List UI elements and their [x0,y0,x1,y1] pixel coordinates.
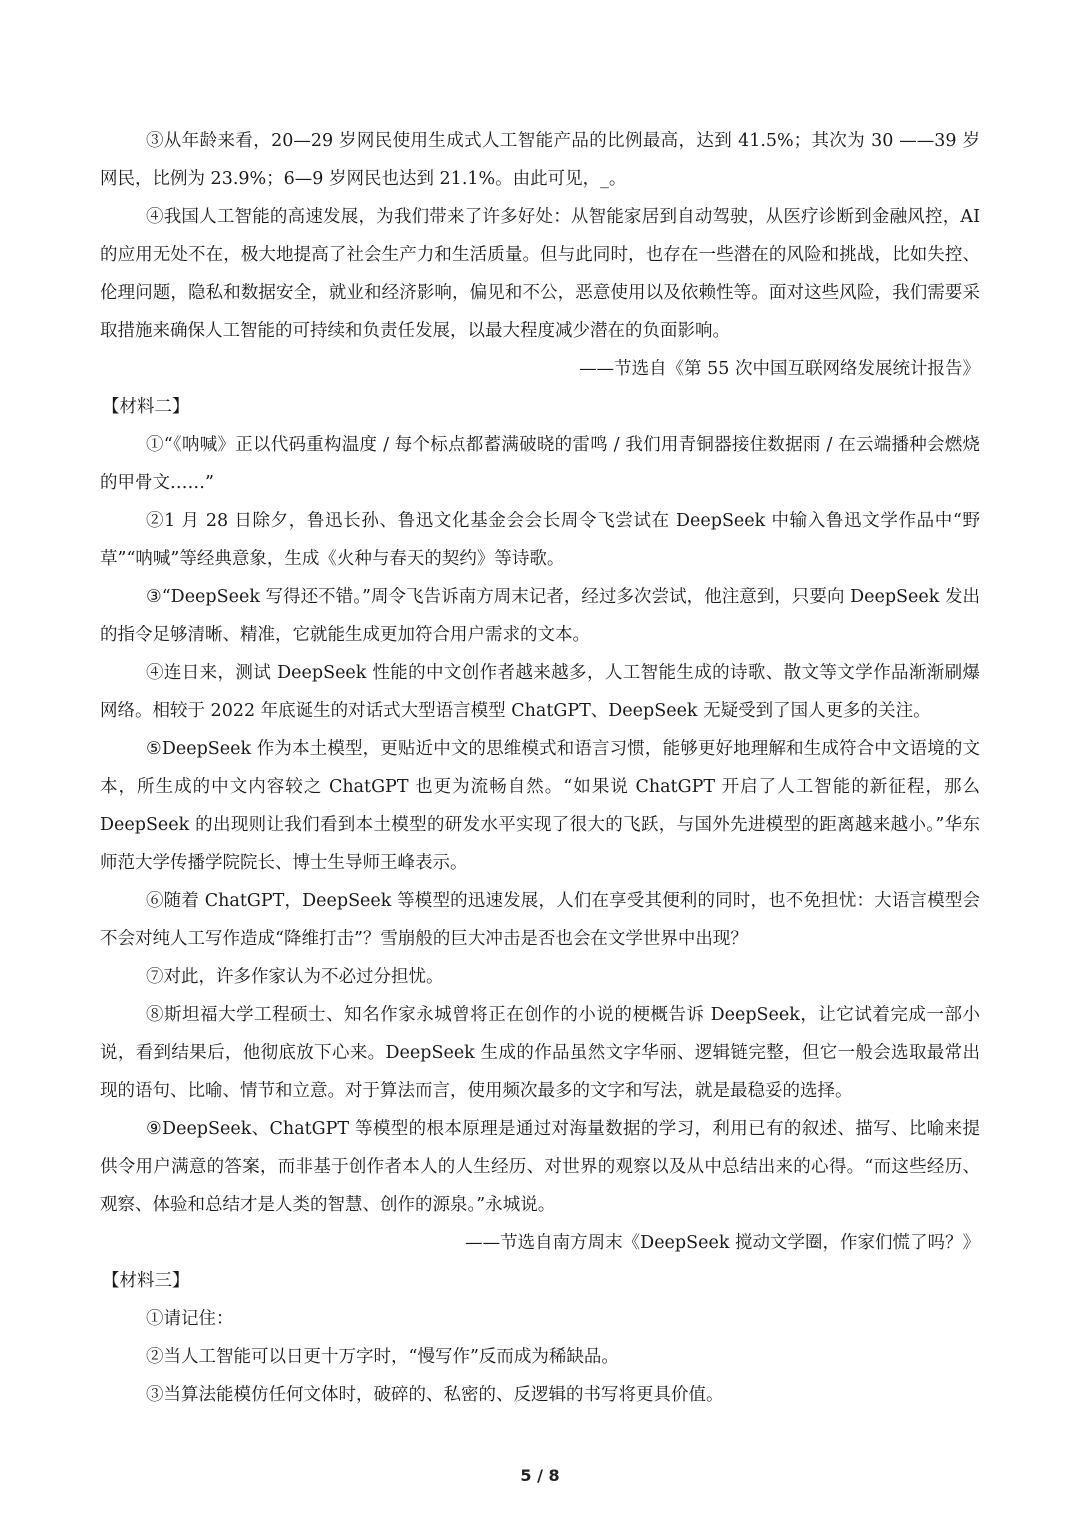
paragraph-creators-testing: ④连日来，测试 DeepSeek 性能的中文创作者越来越多，人工智能生成的诗歌、散文等文学作品渐渐刷爆网络。相较于 2022 年底诞生的对话式大型语言模型 ChatGPT、DeepSeek 无疑受到了国人更多的关注。 [100,663,980,721]
source-citation-southern-weekly: ——节选自南方周末《DeepSeek 搅动文学圈，作家们慌了吗？》 [465,1233,980,1253]
material-three-line: ①请记住： [146,1309,234,1329]
paragraph-zhou-lingfei: ②1 月 28 日除夕，鲁迅长孙、鲁迅文化基金会会长周令飞尝试在 DeepSeek 中输入鲁迅文学作品中“野草”“呐喊”等经典意象，生成《火种与春天的契约》等诗歌。 [100,511,980,569]
material-three-line: ②当人工智能可以日更十万字时，“慢写作”反而成为稀缺品。 [146,1347,619,1367]
source-citation-report: ——节选自《第 55 次中国互联网络发展统计报告》 [579,359,980,379]
page-number: 5 / 8 [520,1466,560,1485]
paragraph-writers-view: ⑦对此，许多作家认为不必过分担忧。 [146,967,444,987]
paragraph-local-model: ⑤DeepSeek 作为本土模型，更贴近中文的思维模式和语言习惯，能够更好地理解和生成符合中文语境的文本，所生成的中文内容较之 ChatGPT 也更为流畅自然。“如果说 ChatGPT 开启了人工智能的新征程，那么 DeepSeek 的出现则让我们看到本土模型的研发水平实现了很大的飞跃，与国外先进模型的距离越来越小。”华东师范大学传播学院院长、博士生导师王峰表示。 [100,739,980,873]
paragraph-model-principle: ⑨DeepSeek、ChatGPT 等模型的根本原理是通过对海量数据的学习，利用已有的叙述、描写、比喻来提供令用户满意的答案，而非基于创作者本人的人生经历、对世界的观察以及从中总结出来的心得。“而这些经历、观察、体验和总结才是人类的智慧、创作的源泉。”永城说。 [100,1119,980,1215]
paragraph-yong-cheng: ⑧斯坦福大学工程硕士、知名作家永城曾将正在创作的小说的梗概告诉 DeepSeek，让它试着完成一部小说，看到结果后，他彻底放下心来。DeepSeek 生成的作品虽然文字华丽、逻辑链完整，但它一般会选取最常出现的语句、比喻、情节和立意。对于算法而言，使用频次最多的文字和写法，就是最稳妥的选择。 [100,1005,980,1101]
paragraph-age-statistics: ③从年龄来看，20—29 岁网民使用生成式人工智能产品的比例最高，达到 41.5%；其次为 30 ——39 岁网民，比例为 23.9%；6—9 岁网民也达到 21.1%。由此可见，_。 [100,131,980,189]
material-two-heading: 【材料二】 [102,397,190,417]
material-three-heading: 【材料三】 [102,1271,190,1291]
document-body [100,122,980,1414]
paragraph-poem-excerpt: ①“《呐喊》正以代码重构温度 / 每个标点都蓄满破晓的雷鸣 / 我们用青铜器接住数据雨 / 在云端播种会燃烧的甲骨文……” [100,435,980,493]
material-three-line: ③当算法能模仿任何文体时，破碎的、私密的、反逻辑的书写将更具价值。 [146,1385,724,1405]
paragraph-ai-risks: ④我国人工智能的高速发展，为我们带来了许多好处：从智能家居到自动驾驶，从医疗诊断到金融风控，AI 的应用无处不在，极大地提高了社会生产力和生活质量。但与此同时，也存在一些潜在的风险和挑战，比如失控、伦理问题，隐私和数据安全，就业和经济影响，偏见和不公，恶意使用以及依赖性等。面对这些风险，我们需要采取措施来确保人工智能的可持续和负责任发展，以最大程度减少潜在的负面影响。 [100,207,980,341]
paragraph-concerns: ⑥随着 ChatGPT，DeepSeek 等模型的迅速发展，人们在享受其便利的同时，也不免担忧：大语言模型会不会对纯人工写作造成“降维打击”？雪崩般的巨大冲击是否也会在文学世界中出现？ [100,891,980,949]
paragraph-deepseek-quality: ③“DeepSeek 写得还不错。”周令飞告诉南方周末记者，经过多次尝试，他注意到，只要向 DeepSeek 发出的指令足够清晰、精准，它就能生成更加符合用户需求的文本。 [100,587,980,645]
